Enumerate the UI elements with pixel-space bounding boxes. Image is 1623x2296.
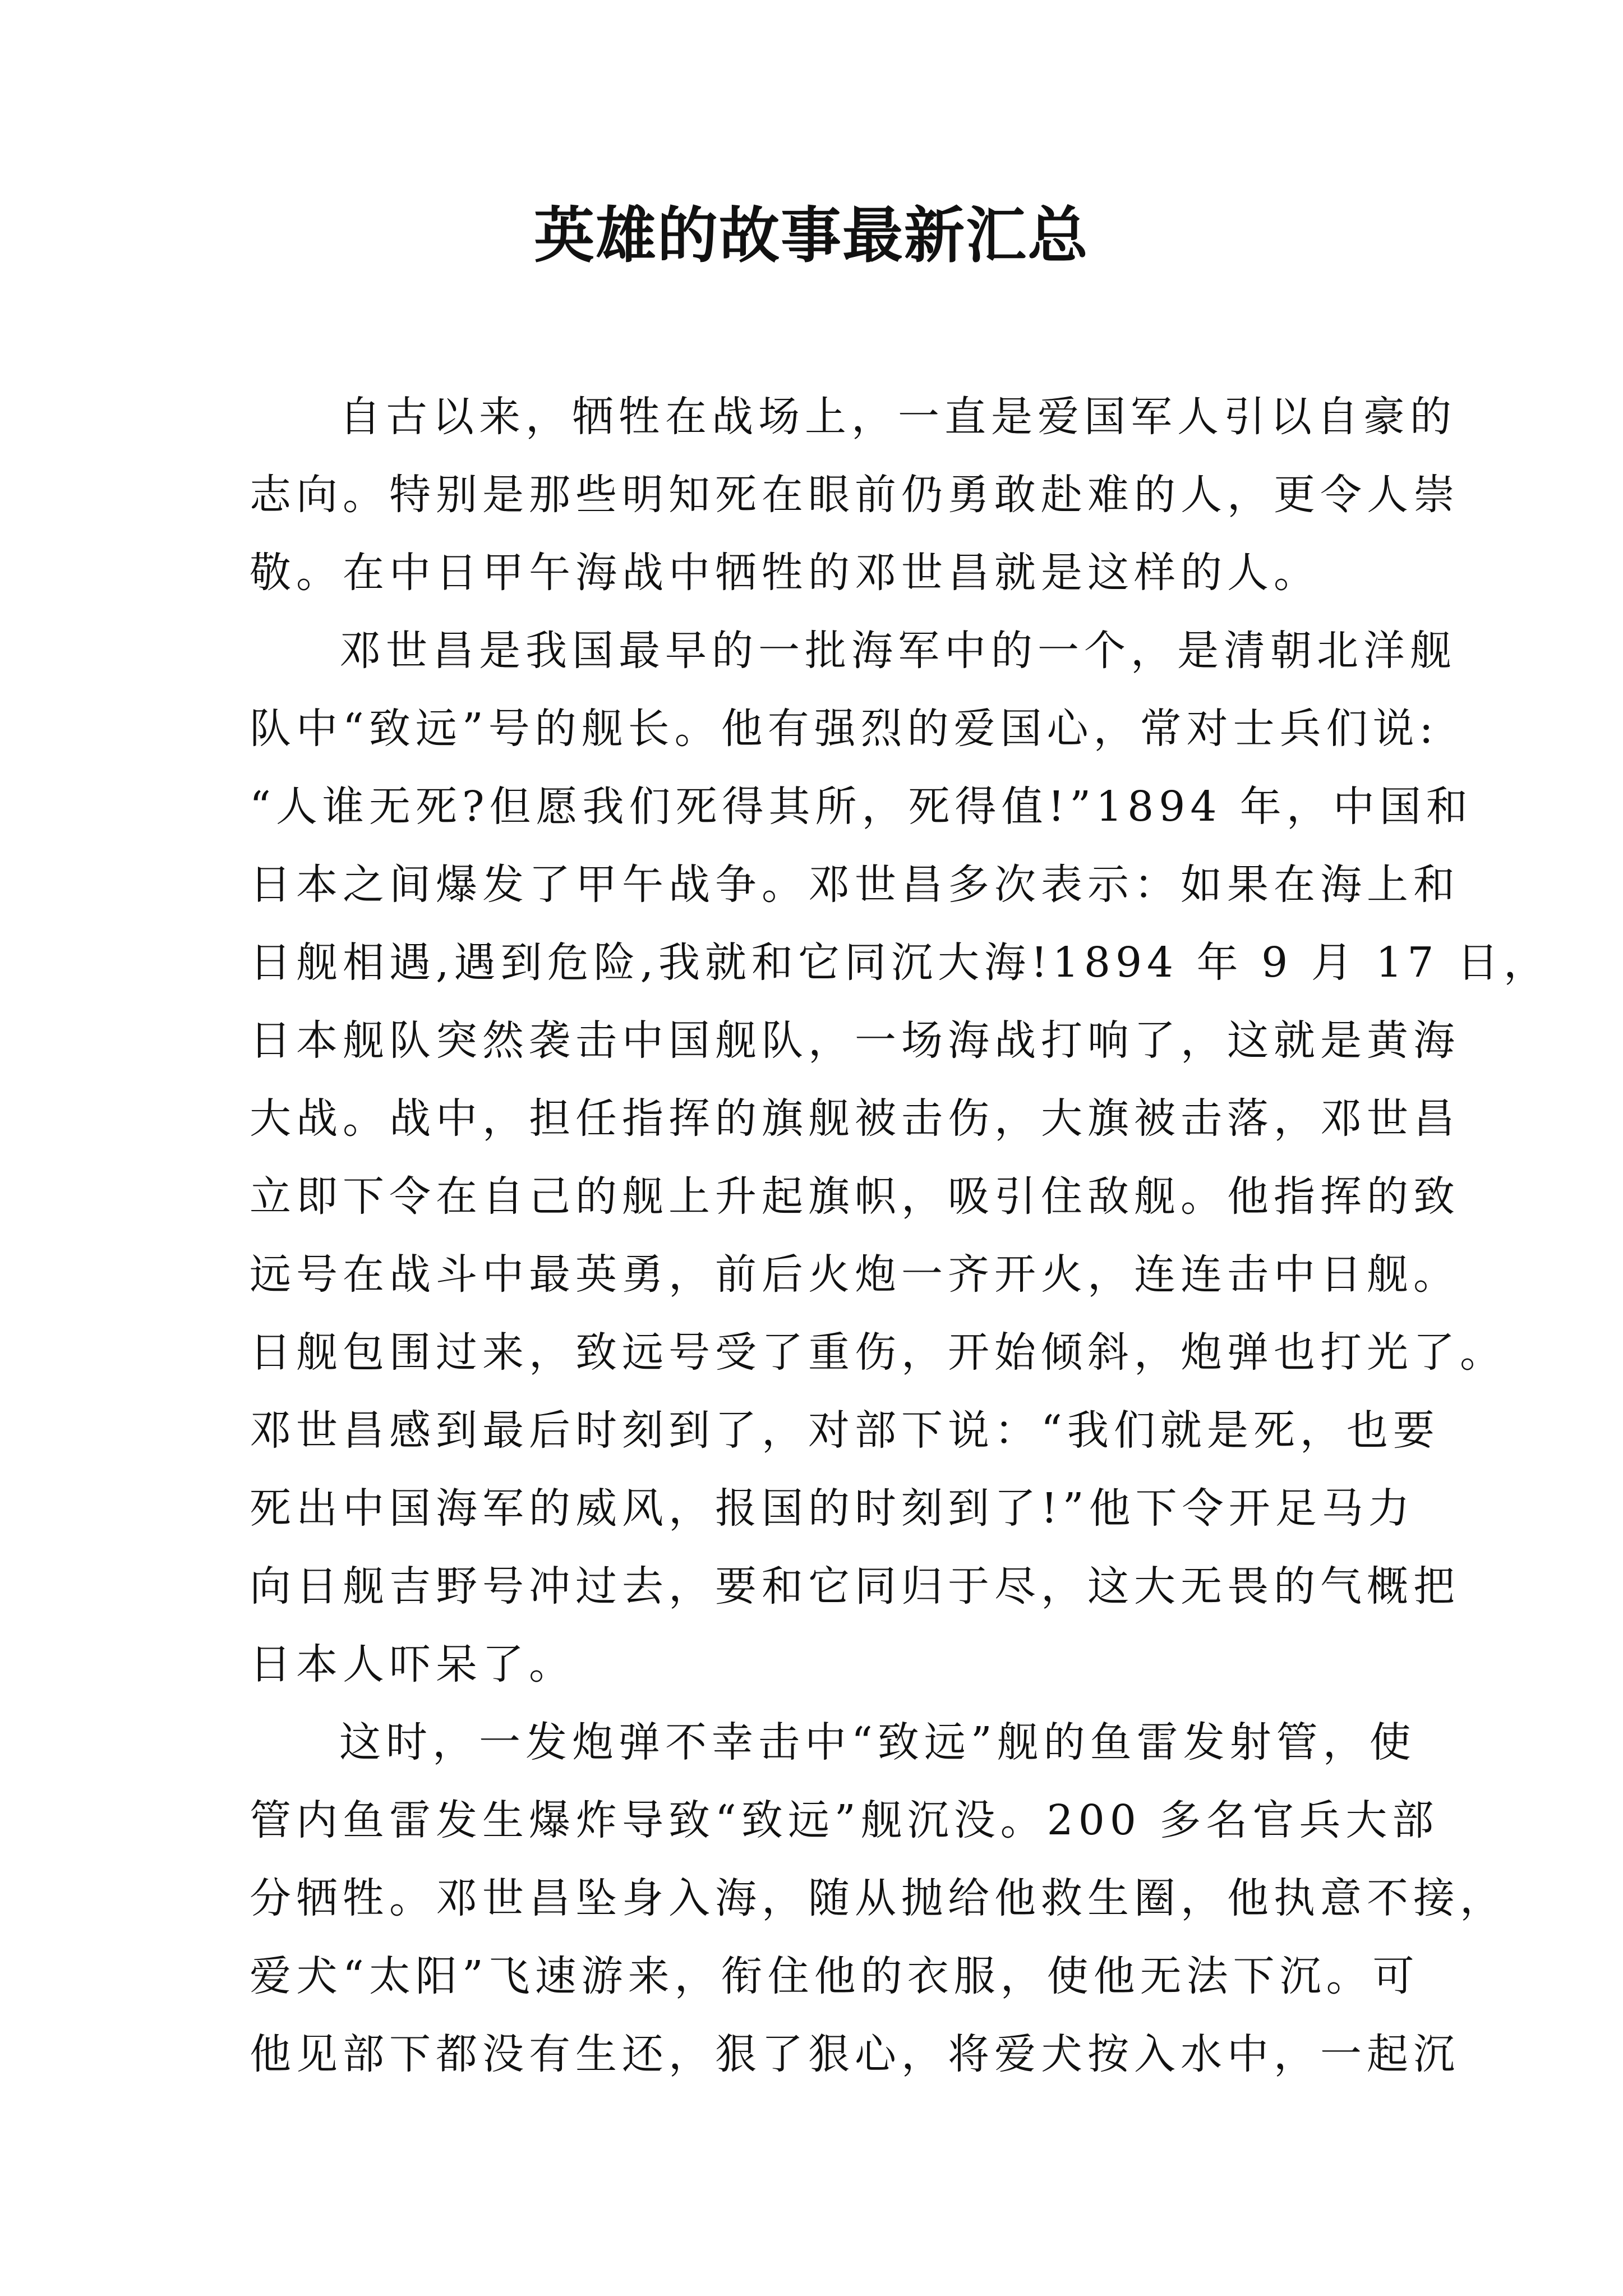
paragraph-line: 他见部下都没有生还，狠了狠心，将爱犬按入水中，一起沉 xyxy=(250,2030,1460,2078)
paragraph-line: 立即下令在自己的舰上升起旗帜，吸引住敌舰。他指挥的致 xyxy=(250,1172,1460,1221)
paragraph-line: 自古以来，牺牲在战场上，一直是爱国军人引以自豪的 xyxy=(339,393,1456,441)
paragraph-line: “人谁无死?但愿我们死得其所，死得值!”1894 年，中国和 xyxy=(250,783,1473,831)
paragraph-line: 死出中国海军的威风，报国的时刻到了!”他下令开足马力 xyxy=(250,1484,1415,1533)
paragraph-line: 远号在战斗中最英勇，前后火炮一齐开火，连连击中日舰。 xyxy=(250,1250,1460,1299)
paragraph-line: 日本舰队突然袭击中国舰队，一场海战打响了，这就是黄海 xyxy=(250,1016,1460,1065)
paragraph-line: 邓世昌是我国最早的一批海军中的一个，是清朝北洋舰 xyxy=(339,627,1456,675)
document-title: 英雄的故事最新汇总 xyxy=(533,200,1089,271)
paragraph-line: 爱犬“太阳”飞速游来，衔住他的衣服，使他无法下沉。可 xyxy=(250,1952,1419,2000)
paragraph-line: 日本人吓呆了。 xyxy=(250,1640,575,1688)
paragraph-line: 志向。特别是那些明知死在眼前仍勇敢赴难的人，更令人崇 xyxy=(250,471,1460,519)
paragraph-line: 向日舰吉野号冲过去，要和它同归于尽，这大无畏的气概把 xyxy=(250,1562,1460,1611)
paragraph-line: 日舰包围过来，致远号受了重伤，开始倾斜，炮弹也打光了。 xyxy=(250,1328,1506,1377)
paragraph-line: 分牺牲。邓世昌坠身入海，随从抛给他救生圈，他执意不接， xyxy=(250,1874,1506,1922)
paragraph-line: 敬。在中日甲午海战中牺牲的邓世昌就是这样的人。 xyxy=(250,549,1320,597)
paragraph-line: 队中“致远”号的舰长。他有强烈的爱国心，常对士兵们说: xyxy=(250,705,1438,753)
paragraph-line: 大战。战中，担任指挥的旗舰被击伤，大旗被击落，邓世昌 xyxy=(250,1094,1460,1143)
paragraph-line: 日舰相遇,遇到危险,我就和它同沉大海!1894 年 9 月 17 日， xyxy=(250,938,1550,987)
paragraph-line: 日本之间爆发了甲午战争。邓世昌多次表示：如果在海上和 xyxy=(250,861,1460,909)
document-body xyxy=(250,378,1550,2093)
paragraph-line: 这时，一发炮弹不幸击中“致远”舰的鱼雷发射管，使 xyxy=(339,1718,1416,1766)
paragraph-line: 管内鱼雷发生爆炸导致“致远”舰沉没。200 多名官兵大部 xyxy=(250,1796,1439,1844)
paragraph-line: 邓世昌感到最后时刻到了，对部下说：“我们就是死，也要 xyxy=(250,1406,1440,1455)
